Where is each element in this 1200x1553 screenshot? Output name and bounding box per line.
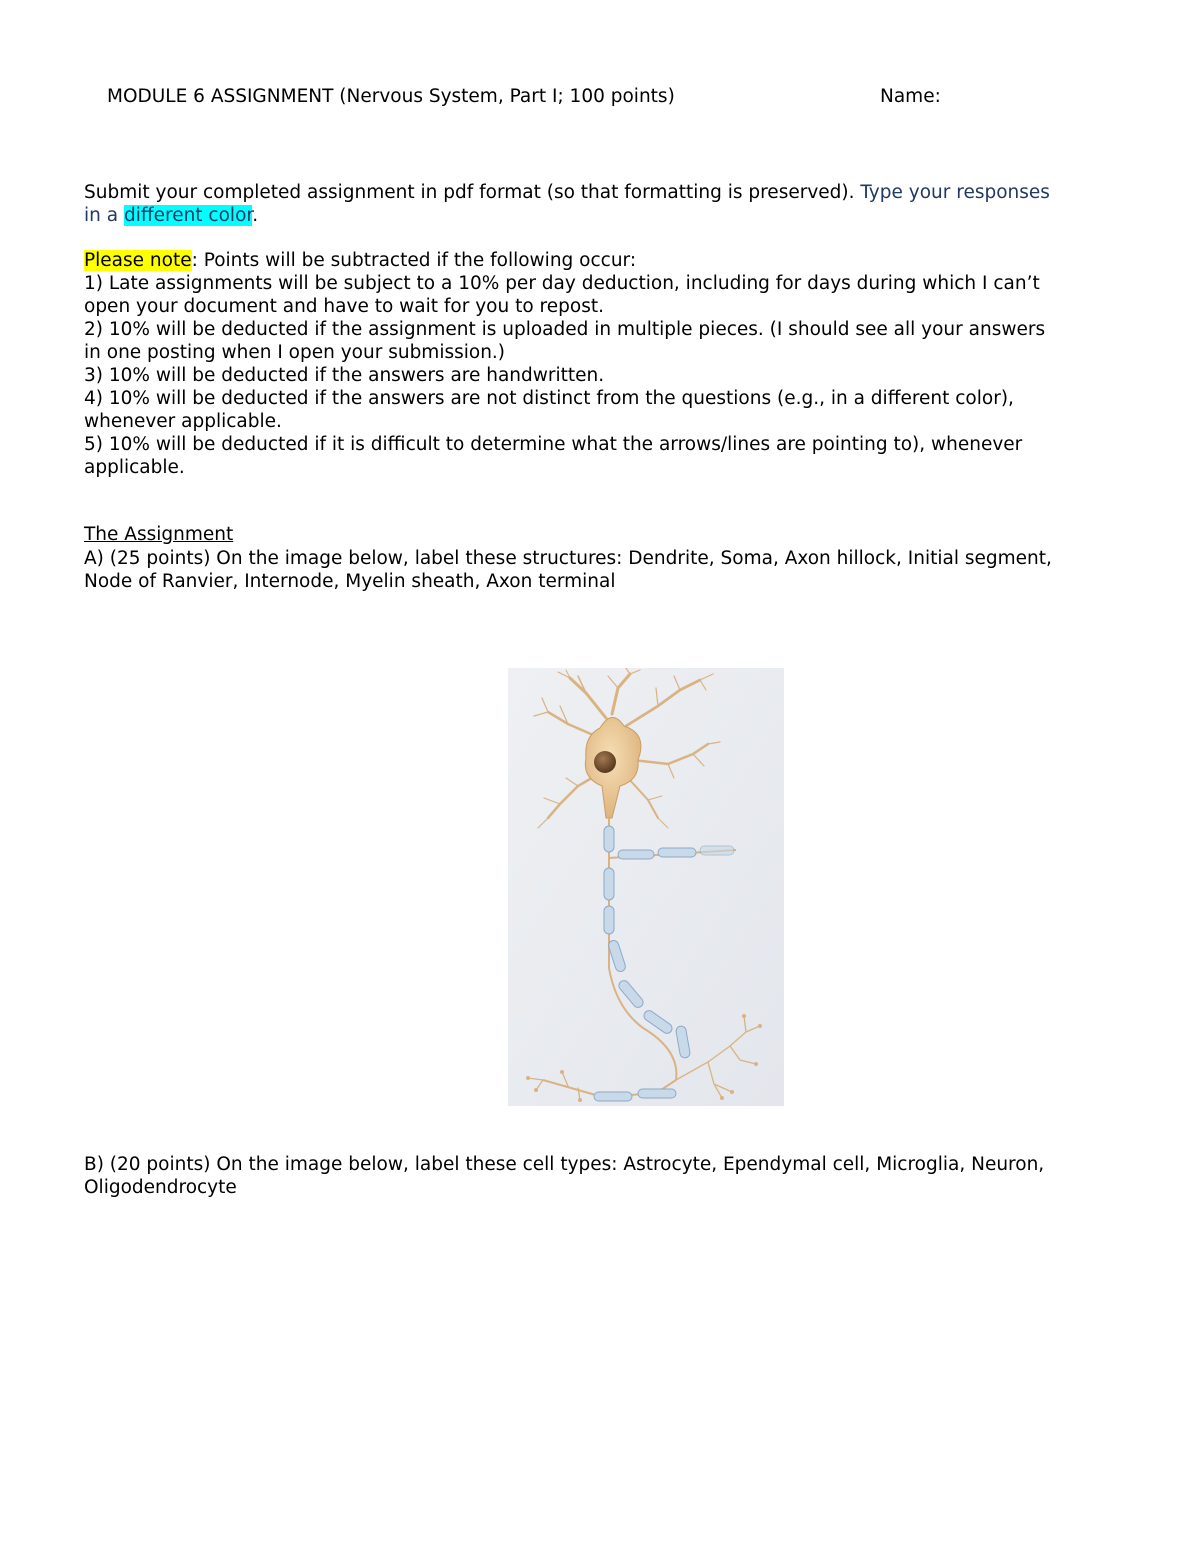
rule-line: 5) 10% will be deducted if it is difficult to determine what the arrows/lines are pointing to), whenever xyxy=(84,434,1023,455)
intro-blue-text-2: in a xyxy=(84,205,119,226)
rule-line: 1) Late assignments will be subject to a 10% per day deduction, including for days during which I can’t xyxy=(84,273,1040,294)
intro-text: Submit your completed assignment in pdf format (so that formatting is preserved). xyxy=(84,182,855,203)
part-a-line: A) (25 points) On the image below, label these structures: Dendrite, Soma, Axon hillock, Initial segment, xyxy=(84,548,1052,569)
rule-line: whenever applicable. xyxy=(84,411,282,432)
intro-period: . xyxy=(252,205,259,226)
rule-line: applicable. xyxy=(84,457,185,478)
highlight-different-color: different color xyxy=(123,205,253,226)
intro-blue-text: Type your responses xyxy=(860,182,1050,203)
part-b-line: B) (20 points) On the image below, label these cell types: Astrocyte, Ependymal cell, Microglia, Neuron, xyxy=(84,1154,1045,1175)
rule-line: open your document and have to wait for you to repost. xyxy=(84,296,604,317)
note-line xyxy=(84,249,636,272)
rule-line: 4) 10% will be deducted if the answers are not distinct from the questions (e.g., in a different color), xyxy=(84,388,1014,409)
please-note-highlight: Please note xyxy=(84,250,192,271)
name-label: Name: xyxy=(880,86,941,107)
rule-line: in one posting when I open your submission.) xyxy=(84,342,506,363)
nucleus xyxy=(594,751,616,773)
rule-line: 2) 10% will be deducted if the assignment is uploaded in multiple pieces. (I should see all your answers xyxy=(84,319,1046,340)
intro-line-2 xyxy=(84,204,258,227)
intro-line-1 xyxy=(84,181,1050,204)
part-a-line: Node of Ranvier, Internode, Myelin sheath, Axon terminal xyxy=(84,571,616,592)
assignment-heading: The Assignment xyxy=(84,524,234,545)
figure-background xyxy=(508,668,784,1106)
assignment-title: MODULE 6 ASSIGNMENT (Nervous System, Part I; 100 points) xyxy=(107,86,675,107)
rule-line: 3) 10% will be deducted if the answers are handwritten. xyxy=(84,365,605,386)
note-text: : Points will be subtracted if the following occur: xyxy=(191,250,637,271)
neuron-diagram xyxy=(508,668,784,1106)
part-b-line: Oligodendrocyte xyxy=(84,1177,237,1198)
